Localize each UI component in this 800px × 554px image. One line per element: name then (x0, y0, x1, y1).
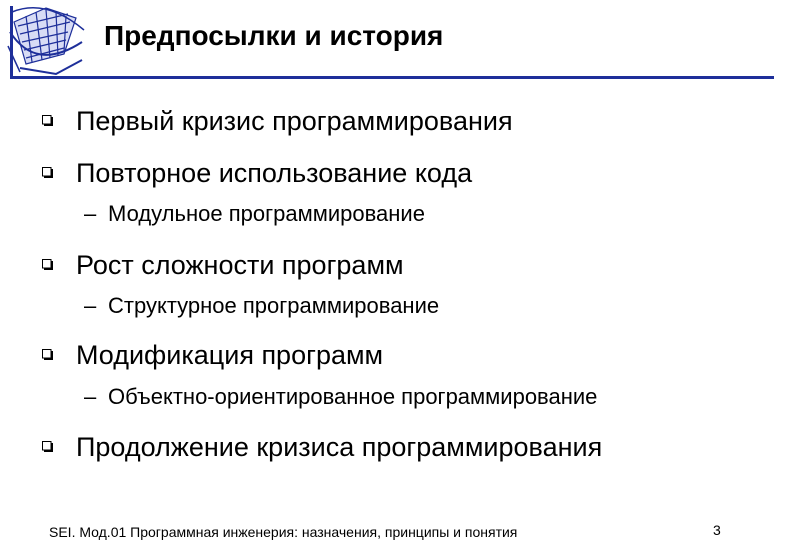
checkbox-bullet-icon (42, 167, 53, 178)
slide-footer: SEI. Мод.01 Программная инженерия: назначения, принципы и понятия (49, 524, 518, 540)
list-item-text: Повторное использование кода (76, 158, 473, 188)
sub-list-item-text: Структурное программирование (108, 293, 440, 318)
checkbox-bullet-icon (42, 115, 53, 126)
page-number: 3 (713, 522, 721, 538)
dash-bullet: – (84, 293, 97, 318)
checkbox-bullet-icon (42, 349, 53, 360)
sub-list-item-text: Модульное программирование (108, 201, 425, 226)
list-item-text: Первый кризис программирования (76, 106, 513, 136)
list-item-text: Продолжение кризиса программирования (76, 432, 603, 462)
list-item-text: Рост сложности программ (76, 250, 404, 280)
checkbox-bullet-icon (42, 441, 53, 452)
list-item-text: Модификация программ (76, 340, 384, 370)
sub-list-item-text: Объектно-ориентированное программирование (108, 384, 598, 409)
dash-bullet: – (84, 201, 97, 226)
dash-bullet: – (84, 384, 97, 409)
slide-title: Предпосылки и история (104, 20, 444, 51)
checkbox-bullet-icon (42, 259, 53, 270)
